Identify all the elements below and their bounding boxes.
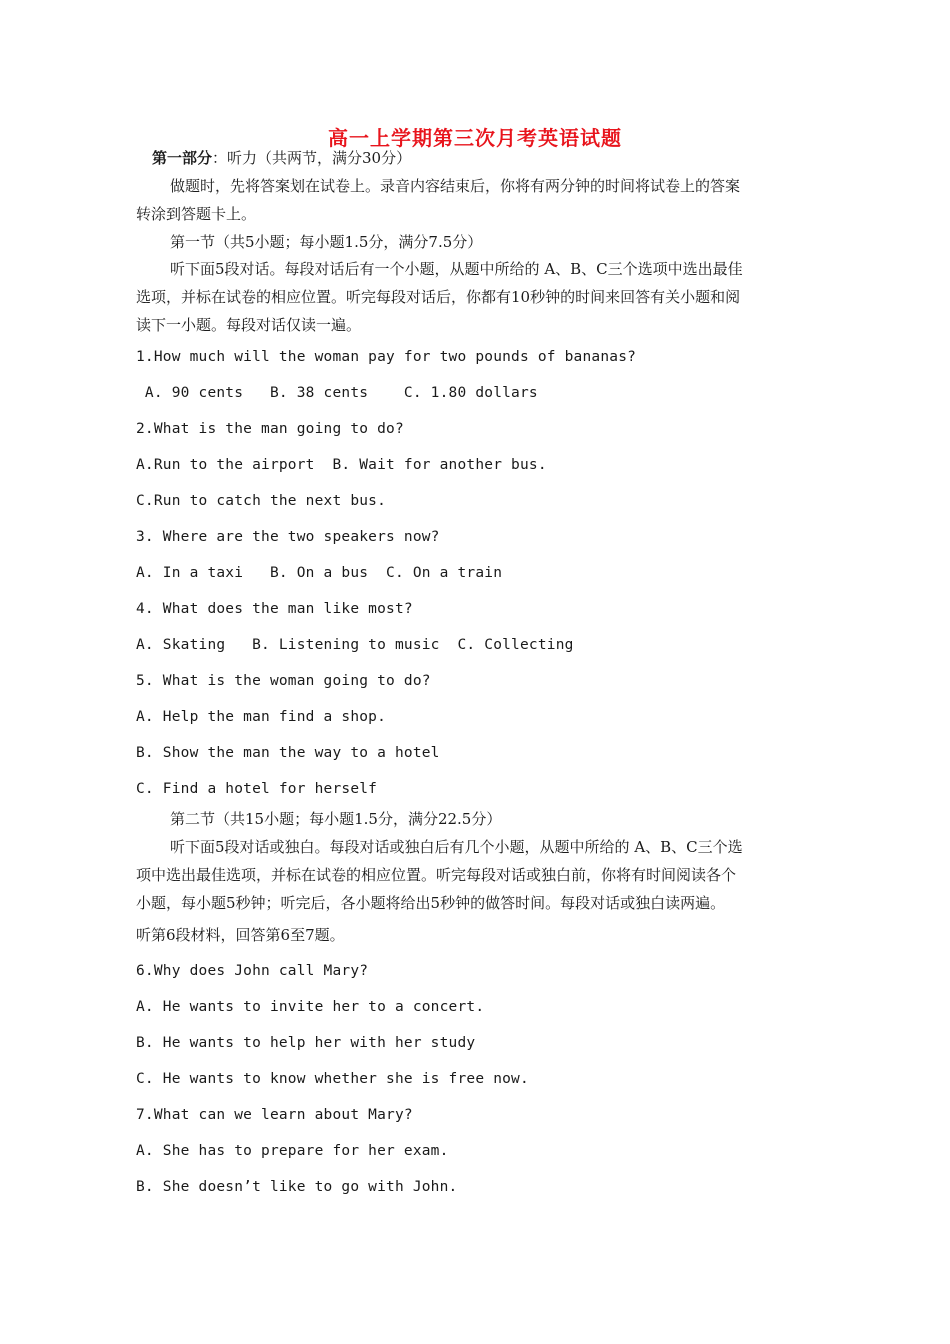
intro-text: 做题时，先将答案划在试卷上。录音内容结束后，你将有两分钟的时间将试卷上的答案 xyxy=(170,177,741,195)
question-7-option-b: B. She doesn’t like to go with John. xyxy=(136,1179,458,1195)
page-title: 高一上学期第三次月考英语试题 xyxy=(328,126,622,150)
question-2: 2.What is the man going to do? xyxy=(136,421,404,437)
part1-heading-bold: 第一部分 xyxy=(152,149,213,167)
question-6-option-b: B. He wants to help her with her study xyxy=(136,1035,476,1051)
part1-heading xyxy=(152,148,832,168)
section1-instructions: 读下一小题。每段对话仅读一遍。 xyxy=(136,316,362,334)
section1-instructions: 听下面5段对话。每段对话后有一个小题，从题中所给的 A、B、C三个选项中选出最佳 xyxy=(170,260,743,278)
question-7: 7.What can we learn about Mary? xyxy=(136,1107,413,1123)
section2-heading: 第二节（共15小题；每小题1.5分，满分22.5分） xyxy=(170,810,502,828)
intro-text: 转涂到答题卡上。 xyxy=(136,205,257,223)
question-6-option-a: A. He wants to invite her to a concert. xyxy=(136,999,485,1015)
part1-heading-rest: ：听力（共两节，满分30分） xyxy=(212,149,412,167)
section2-instructions: 听下面5段对话或独白。每段对话或独白后有几个小题，从题中所给的 A、B、C三个选 xyxy=(170,838,743,856)
question-7-option-a: A. She has to prepare for her exam. xyxy=(136,1143,449,1159)
question-3: 3. Where are the two speakers now? xyxy=(136,529,440,545)
question-2-option-c: C.Run to catch the next bus. xyxy=(136,493,387,509)
section1-instructions: 选项，并标在试卷的相应位置。听完每段对话后，你都有10秒钟的时间来回答有关小题和阅 xyxy=(136,288,741,306)
question-4-options: A. Skating B. Listening to music C. Collecting xyxy=(136,637,574,653)
question-1: 1.How much will the woman pay for two pounds of bananas? xyxy=(136,349,637,365)
question-2-option-a-b: A.Run to the airport B. Wait for another bus. xyxy=(136,457,547,473)
question-4: 4. What does the man like most? xyxy=(136,601,413,617)
question-5-option-a: A. Help the man find a shop. xyxy=(136,709,387,725)
section2-instructions: 小题，每小题5秒钟；听完后，各小题将给出5秒钟的做答时间。每段对话或独白读两遍。 xyxy=(136,894,726,912)
section2-instructions: 项中选出最佳选项，并标在试卷的相应位置。听完每段对话或独白前，你将有时间阅读各个 xyxy=(136,866,737,884)
question-3-options: A. In a taxi B. On a bus C. On a train xyxy=(136,565,503,581)
question-6: 6.Why does John call Mary? xyxy=(136,963,369,979)
section2-instructions: 听第6段材料，回答第6至7题。 xyxy=(136,926,345,944)
question-6-option-c: C. He wants to know whether she is free now. xyxy=(136,1071,529,1087)
section1-heading: 第一节（共5小题；每小题1.5分，满分7.5分） xyxy=(170,233,483,251)
question-5-option-c: C. Find a hotel for herself xyxy=(136,781,378,797)
question-1-options: A. 90 cents B. 38 cents C. 1.80 dollars xyxy=(136,385,538,401)
question-5-option-b: B. Show the man the way to a hotel xyxy=(136,745,440,761)
question-5: 5. What is the woman going to do? xyxy=(136,673,431,689)
